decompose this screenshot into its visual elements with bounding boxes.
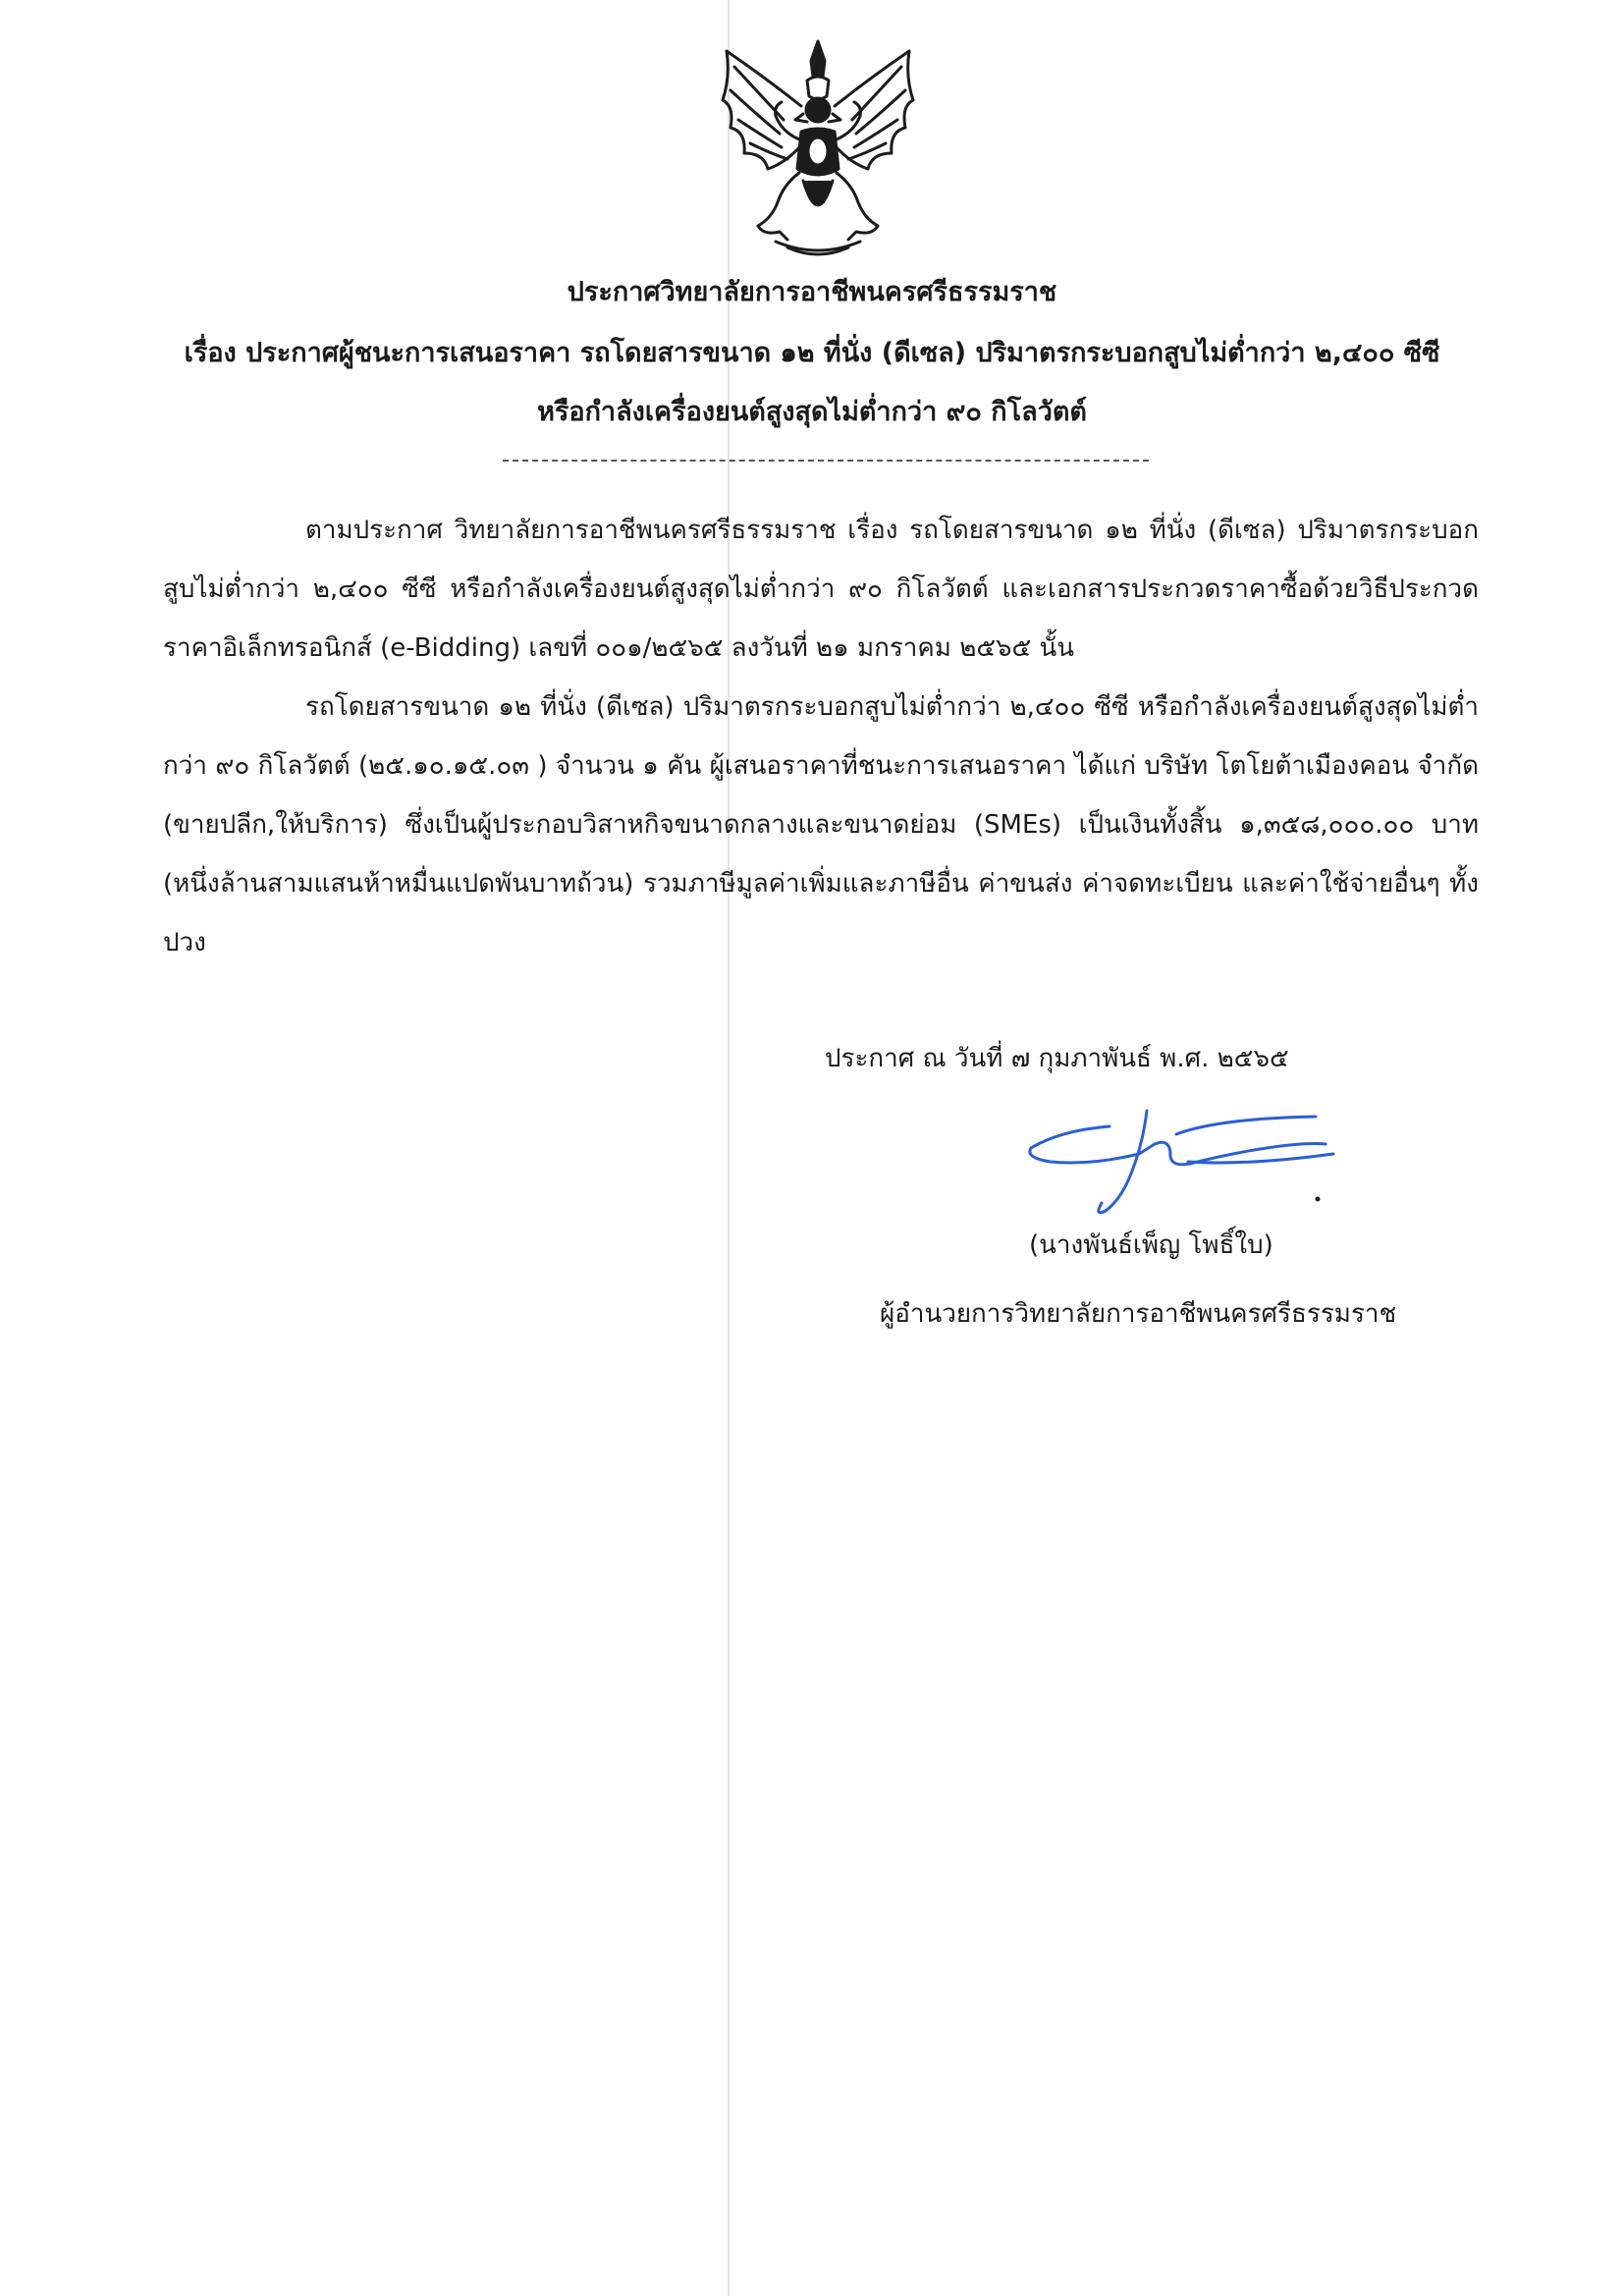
header-divider	[503, 460, 1149, 462]
garuda-emblem-icon	[705, 37, 931, 261]
body-paragraph-1-text: ตามประกาศ วิทยาลัยการอาชีพนครศรีธรรมราช เรื่อง รถโดยสารขนาด ๑๒ ที่นั่ง (ดีเซล) ปริมาตรกระบอกสูบไม่ต่ำกว่า ๒,๔๐๐ ซีซี หรือกำลังเครื่องยนต์สูงสุดไม่ต่ำกว่า ๙๐ กิโลวัตต์ และเอกสารประกวดราคาซื้อด้วยวิธีประกวดราคาอิเล็กทรอนิกส์ (e-Bidding) เลขที่ ๐๐๑/๒๕๖๕ ลงวันที่ ๒๑ มกราคม ๒๕๖๕ นั้น	[163, 516, 1479, 663]
announcement-date: ประกาศ ณ วันที่ ๗ กุมภาพันธ์ พ.ศ. ๒๕๖๕	[825, 1044, 1289, 1073]
announcement-subject-line-2: หรือกำลังเครื่องยนต์สูงสุดไม่ต่ำกว่า ๙๐ กิโลวัตต์	[537, 397, 1087, 427]
body-paragraph-1	[163, 501, 1479, 678]
announcement-organization: ประกาศวิทยาลัยการอาชีพนครศรีธรรมราช	[567, 277, 1057, 307]
signer-title: ผู้อำนวยการวิทยาลัยการอาชีพนครศรีธรรมราช	[880, 1299, 1397, 1329]
announcement-subject-line-1: เรื่อง ประกาศผู้ชนะการเสนอราคา รถโดยสารขนาด ๑๒ ที่นั่ง (ดีเซล) ปริมาตรกระบอกสูบไม่ต่ำกว่า ๒,๔๐๐ ซีซี	[184, 338, 1440, 368]
body-paragraph-2-text: รถโดยสารขนาด ๑๒ ที่นั่ง (ดีเซล) ปริมาตรกระบอกสูบไม่ต่ำกว่า ๒,๔๐๐ ซีซี หรือกำลังเครื่องยนต์สูงสุดไม่ต่ำกว่า ๙๐ กิโลวัตต์ (๒๕.๑๐.๑๕.๐๓ ) จำนวน ๑ คัน ผู้เสนอราคาที่ชนะการเสนอราคา ได้แก่ บริษัท โตโยต้าเมืองคอน จำกัด (ขายปลีก,ให้บริการ) ซึ่งเป็นผู้ประกอบวิสาหกิจขนาดกลางและขนาดย่อม (SMEs) เป็นเงินทั้งสิ้น ๑,๓๕๘,๐๐๐.๐๐ บาท (หนึ่งล้านสามแสนห้าหมื่นแปดพันบาทถ้วน) รวมภาษีมูลค่าเพิ่มและภาษีอื่น ค่าขนส่ง ค่าจดทะเบียน และค่าใช้จ่ายอื่นๆ ทั้งปวง	[163, 692, 1479, 957]
signer-name: (นางพันธ์เพ็ญ โพธิ์ใบ)	[1029, 1230, 1273, 1260]
handwritten-signature	[1021, 1105, 1335, 1232]
body-paragraph-2	[163, 678, 1479, 972]
